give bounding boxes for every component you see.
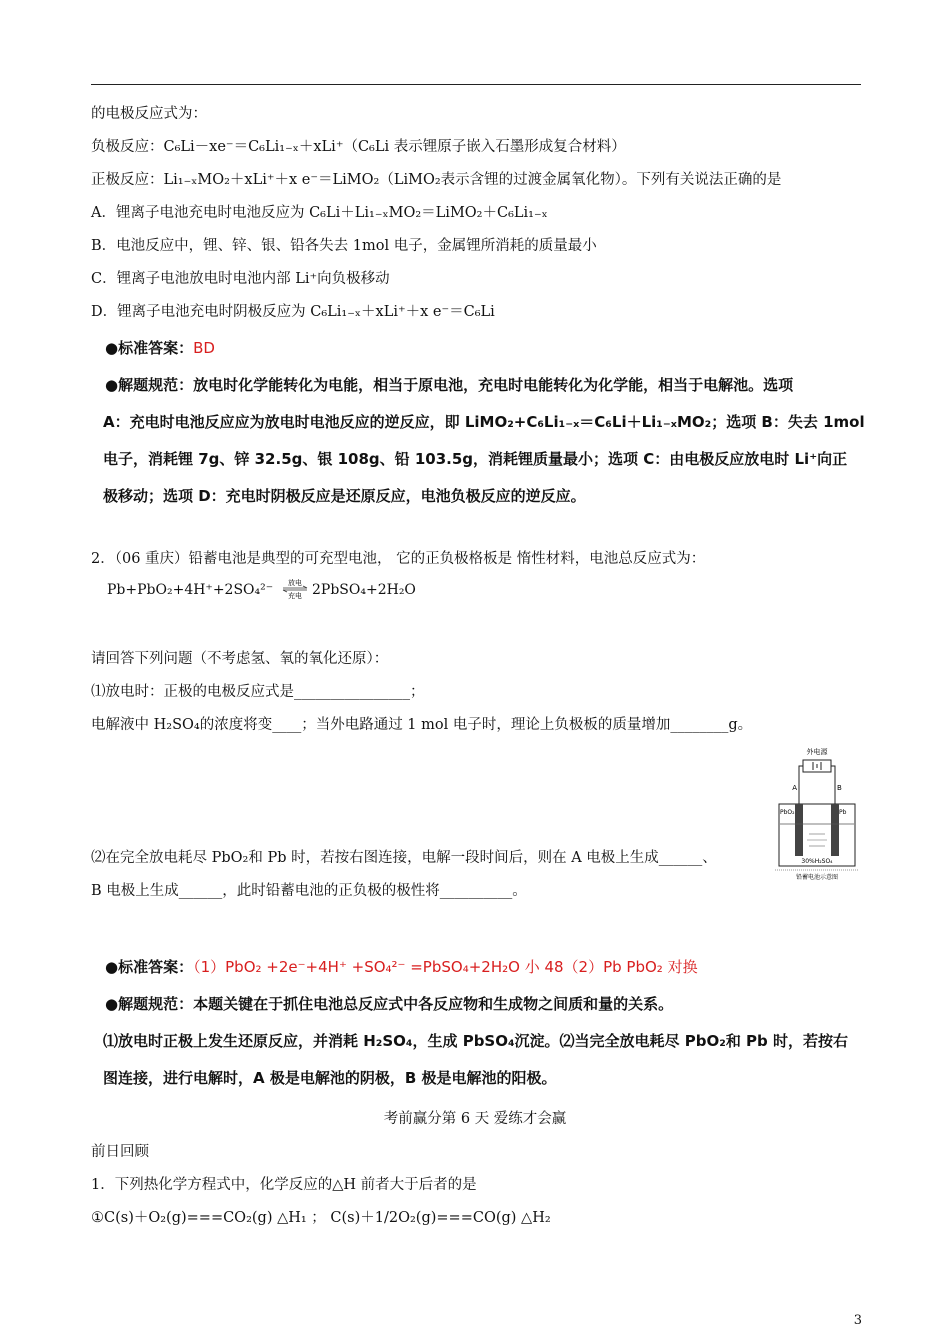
question-2-instruction: 请回答下列问题（不考虑氢、氧的氧化还原）： bbox=[91, 651, 389, 667]
solution-label: 30%H₂SO₄ bbox=[801, 858, 833, 865]
question-2-part-1: ⑴放电时：正极的电极反应式是________________； bbox=[91, 684, 425, 700]
answer-2-label: ●标准答案： bbox=[105, 958, 194, 976]
answer-1 bbox=[105, 338, 215, 358]
question-2-stem: 2．（06 重庆）铅蓄电池是典型的可充型电池， 它的正负极格板是 惰性材料，电池总反应式为： bbox=[91, 551, 706, 567]
answer-1-value: BD bbox=[193, 339, 215, 357]
question-3-stem: 1．下列热化学方程式中，化学反应的△H 前者大于后者的是 bbox=[91, 1177, 477, 1193]
question-2-part-2-cont: B 电极上生成______，此时铅蓄电池的正负极的极性将__________。 bbox=[91, 883, 527, 899]
solution-1-line-4: 极移动；选项 D：充电时阴极反应是还原反应，电池负极反应的逆反应。 bbox=[103, 487, 586, 505]
answer-2 bbox=[105, 957, 698, 977]
electrode-a-label: A bbox=[792, 784, 797, 792]
electrode-b-label: B bbox=[837, 784, 842, 792]
pb-label: Pb bbox=[839, 809, 847, 816]
answer-1-label: ●标准答案： bbox=[105, 339, 194, 357]
line-negative-reaction: 负极反应：C₆Li－xe⁻＝C₆Li₁₋ₓ＋xLi⁺（C₆Li 表示锂原子嵌入石墨形成复合材料） bbox=[91, 139, 626, 155]
question-2-part-1-cont: 电解液中 H₂SO₄的浓度将变____；当外电路通过 1 mol 电子时，理论上负极板的质量增加________g。 bbox=[91, 717, 753, 733]
option-d: D．锂离子电池充电时阴极反应为 C₆Li₁₋ₓ＋xLi⁺＋x e⁻＝C₆Li bbox=[91, 304, 495, 320]
reversible-arrow-icon bbox=[280, 578, 310, 600]
answer-2-value: （1）PbO₂ +2e⁻+4H⁺ +SO₄²⁻ =PbSO₄+2H₂O 小 48（2）Pb PbO₂ 对换 bbox=[193, 958, 698, 976]
solution-1-line-3: 电子，消耗锂 7g、锌 32.5g、银 108g、铅 103.5g，消耗锂质量最小；选项 C：由电极反应放电时 Li⁺向正 bbox=[103, 450, 848, 468]
arrow-top-label: 放电 bbox=[288, 579, 302, 587]
line-electrode-intro: 的电极反应式为： bbox=[91, 106, 207, 122]
solution-1-line-1: ●解题规范：放电时化学能转化为电能，相当于原电池，充电时电能转化为化学能，相当于电解池。选项 bbox=[105, 376, 794, 394]
review-title: 前日回顾 bbox=[91, 1144, 149, 1160]
question-2-part-2: ⑵在完全放电耗尽 PbO₂和 Pb 时，若按右图连接，电解一段时间后，则在 A 电极上生成______、 bbox=[91, 850, 717, 866]
solution-1-line-2: A：充电时电池反应应为放电时电池反应的逆反应，即 LiMO₂+C₆Li₁₋ₓ＝C₆Li＋Li₁₋ₓMO₂；选项 B：失去 1mol bbox=[103, 413, 865, 431]
page-number: 3 bbox=[853, 1313, 862, 1328]
section-title: 考前赢分第 6 天 爱练才会赢 bbox=[383, 1111, 567, 1127]
power-source-label: 外电源 bbox=[806, 748, 828, 756]
pb-electrode bbox=[831, 804, 839, 856]
lead-battery-diagram bbox=[773, 744, 861, 884]
pbo2-label: PbO₂ bbox=[780, 809, 795, 816]
figure-caption: 铅蓄电池示意图 bbox=[795, 874, 839, 881]
line-positive-reaction: 正极反应：Li₁₋ₓMO₂＋xLi⁺＋x e⁻＝LiMO₂（LiMO₂表示含锂的过渡金属氧化物）。下列有关说法正确的是 bbox=[91, 172, 782, 188]
option-b: B．电池反应中，锂、锌、银、铅各失去 1mol 电子，金属锂所消耗的质量最小 bbox=[91, 238, 597, 254]
solution-2-line-2: ⑴放电时正极上发生还原反应，并消耗 H₂SO₄，生成 PbSO₄沉淀。⑵当完全放电耗尽 PbO₂和 Pb 时，若按右 bbox=[103, 1032, 849, 1050]
option-c: C．锂离子电池放电时电池内部 Li⁺向负极移动 bbox=[91, 271, 390, 287]
option-a: A．锂离子电池充电时电池反应为 C₆Li＋Li₁₋ₓMO₂＝LiMO₂＋C₆Li₁₋ₓ bbox=[91, 205, 548, 221]
header-rule bbox=[91, 84, 861, 85]
solution-2-line-1: ●解题规范：本题关键在于抓住电池总反应式中各反应物和生成物之间质和量的关系。 bbox=[105, 995, 674, 1013]
pbo2-electrode bbox=[795, 804, 803, 856]
question-3-option-1: ①C(s)＋O₂(g)===CO₂(g) △H₁ ； C(s)＋1/2O₂(g)===CO(g) △H₂ bbox=[91, 1210, 551, 1226]
equation-left: Pb+PbO₂+4H⁺+2SO₄²⁻ bbox=[107, 582, 274, 598]
arrow-bottom-label: 充电 bbox=[288, 592, 302, 600]
solution-2-line-3: 图连接，进行电解时，A 极是电解池的阴极，B 极是电解池的阳极。 bbox=[103, 1069, 557, 1087]
equation-right: 2PbSO₄+2H₂O bbox=[312, 582, 416, 598]
